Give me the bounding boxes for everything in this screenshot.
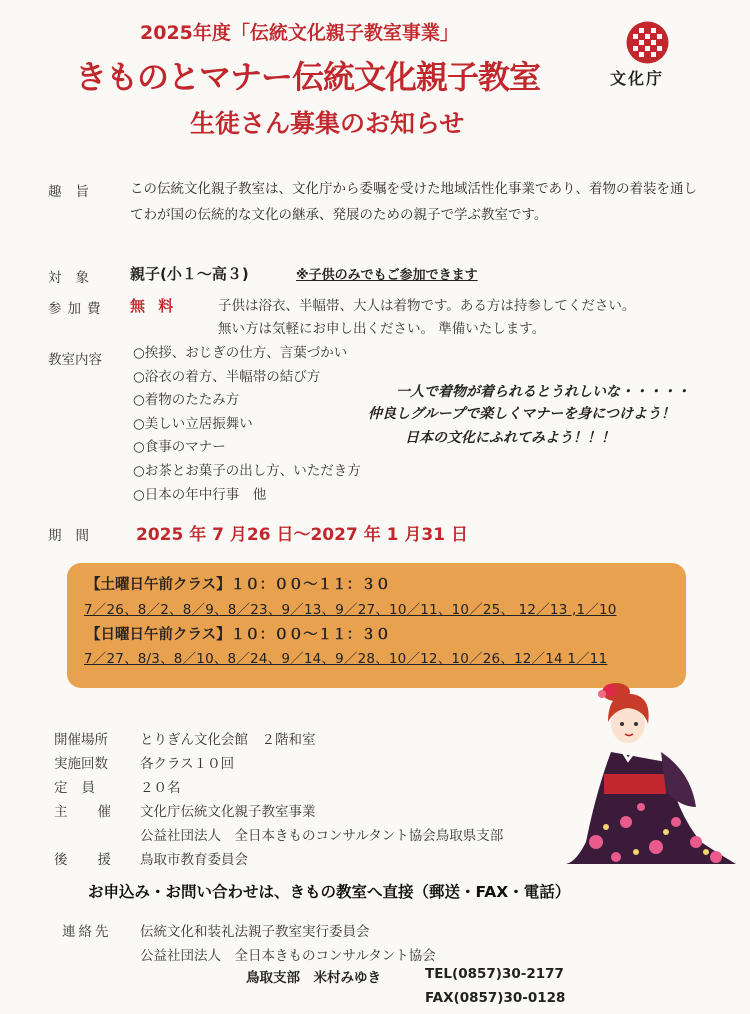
handwritten-note-1: 一人で着物が着られるとうれしいな・・・・・	[396, 384, 690, 400]
organizer-value-2: 公益社団法人 全日本きものコンサルタント協会鳥取県支部	[140, 828, 504, 844]
sunday-class-dates: 7／27、8/3、8／10、8／24、9／14、9／28、10／12、10／26、12／14 1／11	[84, 651, 608, 667]
list-item: ○挨拶、おじぎの仕方、言葉づかい	[133, 345, 348, 361]
contact-line-1: 伝統文化和装礼法親子教室実行委員会	[140, 924, 370, 940]
contact-tel: TEL(0857)30-2177	[425, 966, 564, 982]
list-item: ○お茶とお菓子の出し方、いただき方	[133, 462, 361, 479]
list-item: ○着物のたたみ方	[133, 392, 240, 409]
support-value: 鳥取市教育委員会	[140, 852, 248, 868]
contact-branch: 鳥取支部 米村みゆき	[246, 970, 381, 986]
logo-text: 文化庁	[610, 69, 665, 88]
capacity-label: 定員	[54, 780, 109, 796]
fee-value: 無 料	[130, 297, 178, 315]
period-label: 期間	[48, 528, 103, 544]
target-value: 親子(小１～高３)	[130, 265, 249, 283]
content-list	[133, 342, 361, 507]
organizer-label: 主催	[54, 804, 141, 820]
header-year-line: 2025年度「伝統文化親子教室事業」	[140, 22, 459, 44]
list-item: ○日本の年中行事 他	[133, 486, 267, 503]
agency-logo-icon	[625, 20, 670, 65]
venue-label: 開催場所	[54, 732, 108, 748]
organizer-value-1: 文化庁伝統文化親子教室事業	[140, 804, 316, 820]
page-subtitle: 生徒さん募集のお知らせ	[190, 109, 465, 138]
purpose-text: この伝統文化親子教室は、文化庁から委嘱を受けた地域活性化事業であり、着物の着装を通してわが国の伝統的な文化の継承、発展のための親子で学ぶ教室です。	[130, 181, 697, 223]
list-item: ○食事のマナー	[133, 439, 226, 456]
apply-instruction: お申込み・お問い合わせは、きもの教室へ直接（郵送・FAX・電話）	[88, 883, 571, 901]
period-value: 2025 年 7 月26 日～2027 年 1 月31 日	[136, 525, 468, 545]
page-title: きものとマナー伝統文化親子教室	[75, 58, 541, 96]
list-item: ○美しい立居振舞い	[133, 415, 253, 432]
sessions-label: 実施回数	[54, 756, 108, 772]
support-label: 後援	[54, 852, 141, 868]
saturday-class-title: 【土曜日午前クラス】１０：００～１１：３０	[86, 577, 391, 593]
handwritten-note-2: 仲良しグループで楽しくマナーを身につけよう！	[368, 406, 676, 422]
capacity-value: ２０名	[140, 780, 181, 796]
fee-note-1: 子供は浴衣、半幅帯、大人は着物です。ある方は持参してください。	[218, 298, 636, 314]
contact-fax: FAX(0857)30-0128	[425, 990, 566, 1006]
venue-value: とりぎん文化会館 ２階和室	[140, 732, 316, 748]
content-label: 教室内容	[48, 352, 102, 368]
contact-line-2: 公益社団法人 全日本きものコンサルタント協会	[140, 948, 436, 964]
fee-label: 参加費	[48, 301, 107, 317]
list-item: ○浴衣の着方、半幅帯の結び方	[133, 368, 321, 385]
sessions-value: 各クラス１０回	[140, 756, 235, 772]
target-label: 対象	[48, 270, 103, 286]
contact-label: 連絡先	[62, 924, 112, 940]
purpose-label: 趣旨	[48, 184, 103, 200]
saturday-class-dates: 7／26、8／2、8／9、8／23、9／13、9／27、10／11、10／25、 12／13 ,1／10	[84, 602, 617, 618]
target-note: ※子供のみでもご参加できます	[296, 268, 478, 283]
handwritten-note-3: 日本の文化にふれてみよう！！！	[405, 430, 615, 446]
kimono-girl-illustration	[556, 682, 746, 872]
fee-note-2: 無い方は気軽にお申し出ください。 準備いたします。	[218, 321, 546, 337]
sunday-class-title: 【日曜日午前クラス】１０：００～１１：３０	[86, 627, 391, 643]
